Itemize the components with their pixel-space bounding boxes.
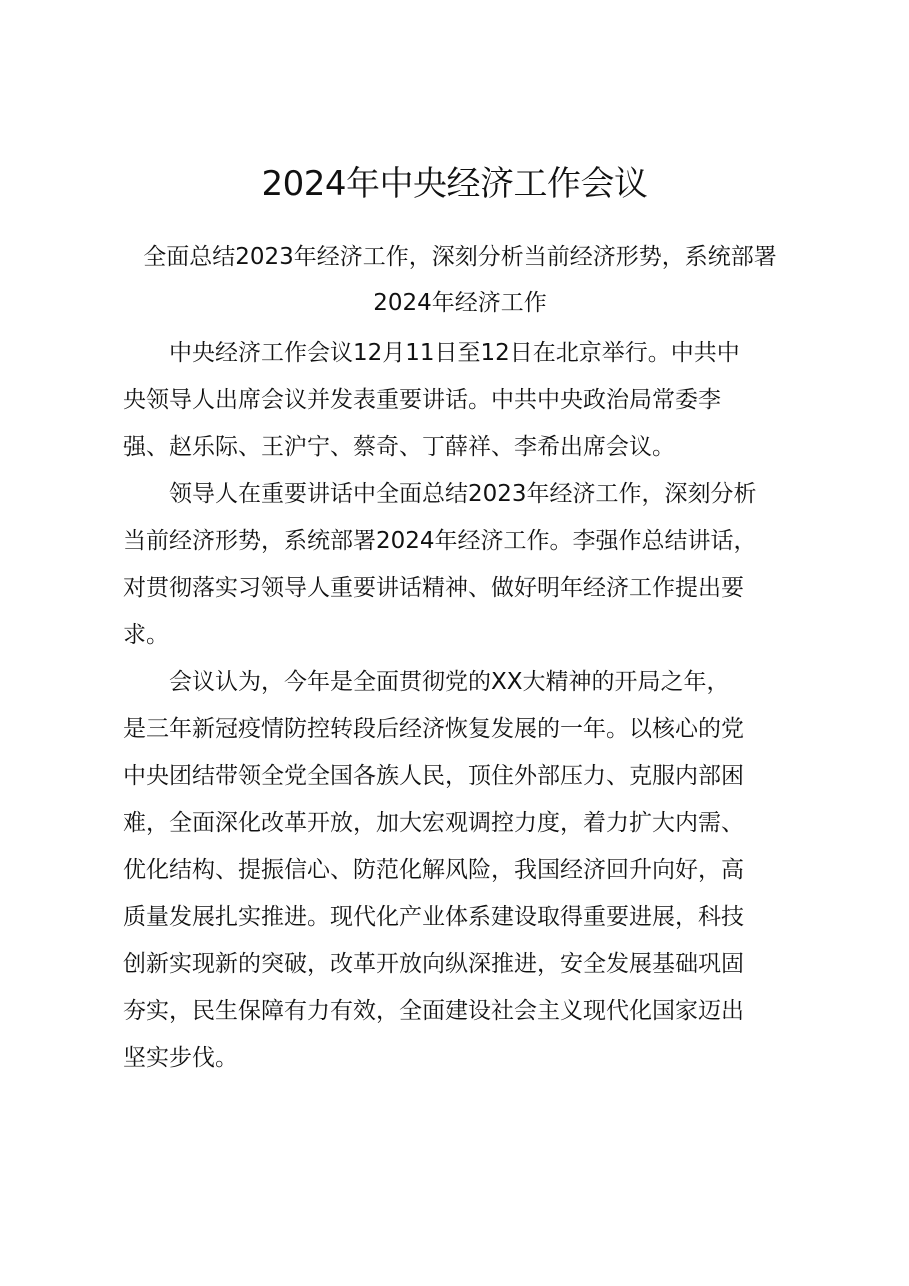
paragraph-meeting-assessment: [123, 659, 813, 1082]
text-line: 当前经济形势，系统部署2024年经济工作。李强作总结讲话，: [123, 528, 757, 554]
document-subtitle: [115, 234, 805, 326]
text-line: 坚实步伐。: [123, 1045, 238, 1071]
text-line: 质量发展扎实推进。现代化产业体系建设取得重要进展，科技: [123, 904, 744, 930]
paragraph-speech-summary: [123, 471, 813, 659]
text-line: 中央经济工作会议12月11日至12日在北京举行。中共中: [169, 340, 740, 366]
text-line: 求。: [123, 622, 169, 648]
text-line: 央领导人出席会议并发表重要讲话。中共中央政治局常委李: [123, 387, 721, 413]
text-line: 优化结构、提振信心、防范化解风险，我国经济回升向好，高: [123, 857, 744, 883]
text-line: 难，全面深化改革开放，加大宏观调控力度，着力扩大内需、: [123, 810, 744, 836]
text-line: 中央团结带领全党全国各族人民，顶住外部压力、克服内部困: [123, 763, 744, 789]
paragraph-meeting-held: [123, 330, 813, 471]
document-title: 2024年中央经济工作会议: [261, 164, 648, 204]
text-line: 是三年新冠疫情防控转段后经济恢复发展的一年。以核心的党: [123, 716, 744, 742]
subtitle-line: 2024年经济工作: [373, 290, 547, 316]
text-line: 领导人在重要讲话中全面总结2023年经济工作，深刻分析: [169, 481, 757, 507]
text-line: 对贯彻落实习领导人重要讲话精神、做好明年经济工作提出要: [123, 575, 744, 601]
text-line: 创新实现新的突破，改革开放向纵深推进，安全发展基础巩固: [123, 951, 744, 977]
subtitle-line: 全面总结2023年经济工作，深刻分析当前经济形势，系统部署: [143, 244, 777, 270]
document-body: [123, 330, 813, 1082]
text-line: 会议认为，今年是全面贯彻党的XX大精神的开局之年，: [169, 669, 730, 695]
text-line: 夯实，民生保障有力有效，全面建设社会主义现代化国家迈出: [123, 998, 744, 1024]
text-line: 强、赵乐际、王沪宁、蔡奇、丁薛祥、李希出席会议。: [123, 434, 675, 460]
